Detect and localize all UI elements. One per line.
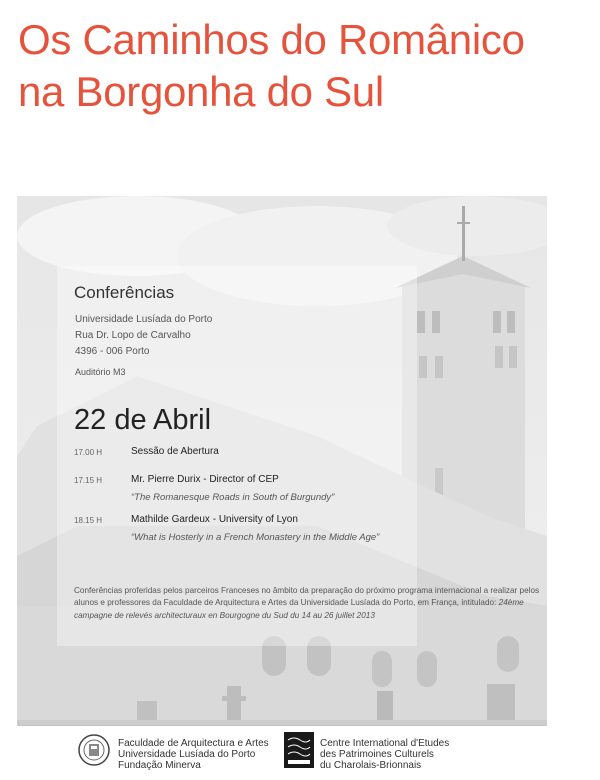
ciep-logo-icon [284,732,314,768]
schedule-time-1: 17.00 H [74,448,103,457]
poster-title [18,14,588,118]
title-line-1: Os Caminhos do Românico [18,16,525,63]
address-line-3: 4396 - 006 Porto [75,346,150,357]
footer-right-line-1: Centre International d'Etudes [320,738,450,749]
schedule-event-1: Sessão de Abertura [131,446,219,457]
schedule-event-2: Mr. Pierre Durix - Director of CEP [131,474,279,485]
footer-right-line-2: des Patrimoines Culturels [320,749,434,760]
footer-left-line-2: Universidade Lusíada do Porto [118,749,256,760]
title-line-2: na Borgonha do Sul [18,68,384,115]
schedule-subtitle-2: “The Romanesque Roads in South of Burgundy” [131,492,335,503]
footer-left-line-1: Faculdade de Arquitectura e Artes [118,738,269,749]
event-date: 22 de Abril [74,404,212,436]
schedule-subtitle-3: “What is Hosterly in a French Monastery in the Middle Age” [131,532,380,543]
lusiada-seal-icon [78,734,110,766]
address-line-1: Universidade Lusíada do Porto [75,314,213,325]
address-line-2: Rua Dr. Lopo de Carvalho [75,330,191,341]
schedule-time-2: 17.15 H [74,476,103,485]
description-italic: 24ème campagne de relevés architecturaux en Bourgogne du Sud du 14 au 26 juillet 2013 [74,598,524,620]
section-heading: Conferências [74,283,175,302]
schedule-time-3: 18.15 H [74,516,103,525]
room: Auditório M3 [75,367,126,377]
description-paragraph [74,585,544,622]
footer-left-line-3: Fundação Minerva [118,760,201,771]
footer-right-line-3: du Charolais-Brionnais [320,760,422,771]
schedule-event-3: Mathilde Gardeux - University of Lyon [131,514,298,525]
description-text: Conferências proferidas pelos parceiros Franceses no âmbito da preparação do próximo programa internacional a realizar pelos alunos e professores da Faculdade de Arquitectura e Artes da Universidade Lusíada do Porto, em França, intitulado: [74,586,540,608]
